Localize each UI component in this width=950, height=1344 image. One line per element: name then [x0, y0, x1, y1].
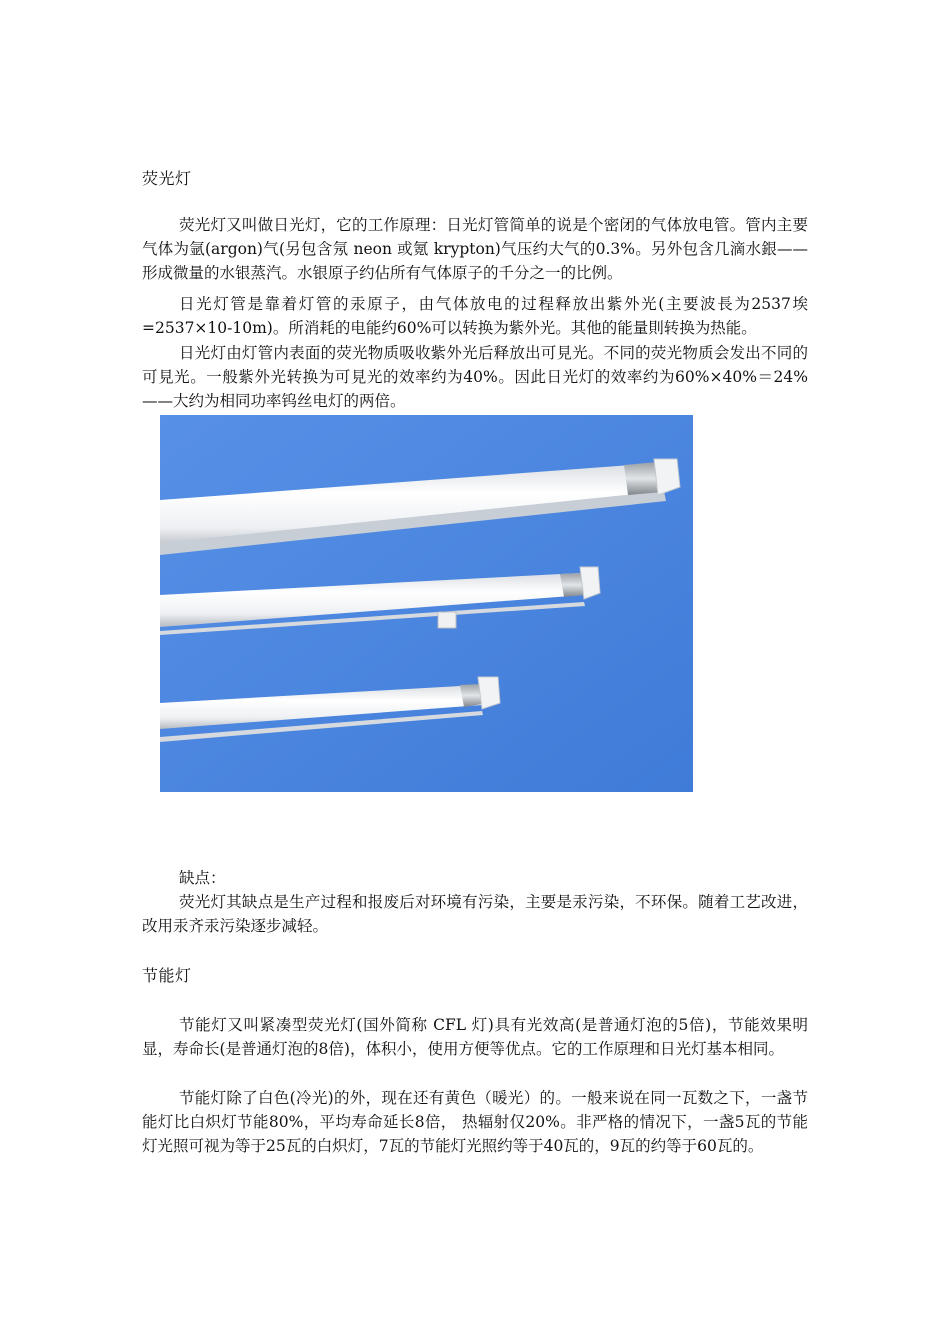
paragraph-visible-light: 日光灯由灯管内表面的荧光物质吸收紫外光后释放出可見光。不同的荧光物质会发出不同的可見光。一般紫外光转换为可見光的效率约为40%。因此日光灯的效率约为60%×40%＝24%——大约为相同功率钨丝电灯的两倍。: [142, 344, 808, 411]
paragraph-working-principle: 荧光灯又叫做日光灯，它的工作原理：日光灯管简单的说是个密闭的气体放电管。管内主要气体为氩(argon)气(另包含氖 neon 或氪 krypton)气压约大气的0.3%。另外包含几滴水銀——形成微量的水银蒸汽。水银原子约佔所有气体原子的千分之一的比例。: [142, 216, 808, 283]
section-title-energy-saving: 节能灯: [142, 966, 192, 985]
paragraph-cfl-comparison: 节能灯除了白色(冷光)的外，现在还有黄色（暖光）的。一般来说在同一瓦数之下，一盏节能灯比白炽灯节能80%，平均寿命延长8倍， 热辐射仅20%。非严格的情况下，一盏5瓦的节能灯光照可视为等于25瓦的白炽灯，7瓦的节能灯光照约等于40瓦的，9瓦的约等于60瓦的。: [142, 1089, 808, 1156]
paragraph-mercury-uv: 日光灯管是靠着灯管的汞原子，由气体放电的过程释放出紫外光(主要波長为2537埃=2537×10-10m)。所消耗的电能约60%可以转换为紫外光。其他的能量則转换为热能。: [142, 295, 808, 338]
drawback-label: 缺点：: [179, 869, 226, 887]
fluorescent-tubes-photo: [160, 415, 693, 792]
paragraph-drawback: 荧光灯其缺点是生产过程和报废后对环境有污染，主要是汞污染，不环保。随着工艺改进，改用汞齐汞污染逐步减轻。: [142, 893, 808, 936]
paragraph-cfl-intro: 节能灯又叫紧凑型荧光灯(国外简称 CFL 灯)具有光效高(是普通灯泡的5倍)，节能效果明显，寿命长(是普通灯泡的8倍)，体积小，使用方便等优点。它的工作原理和日光灯基本相同。: [142, 1016, 808, 1059]
section-title-fluorescent: 荧光灯: [142, 169, 192, 188]
